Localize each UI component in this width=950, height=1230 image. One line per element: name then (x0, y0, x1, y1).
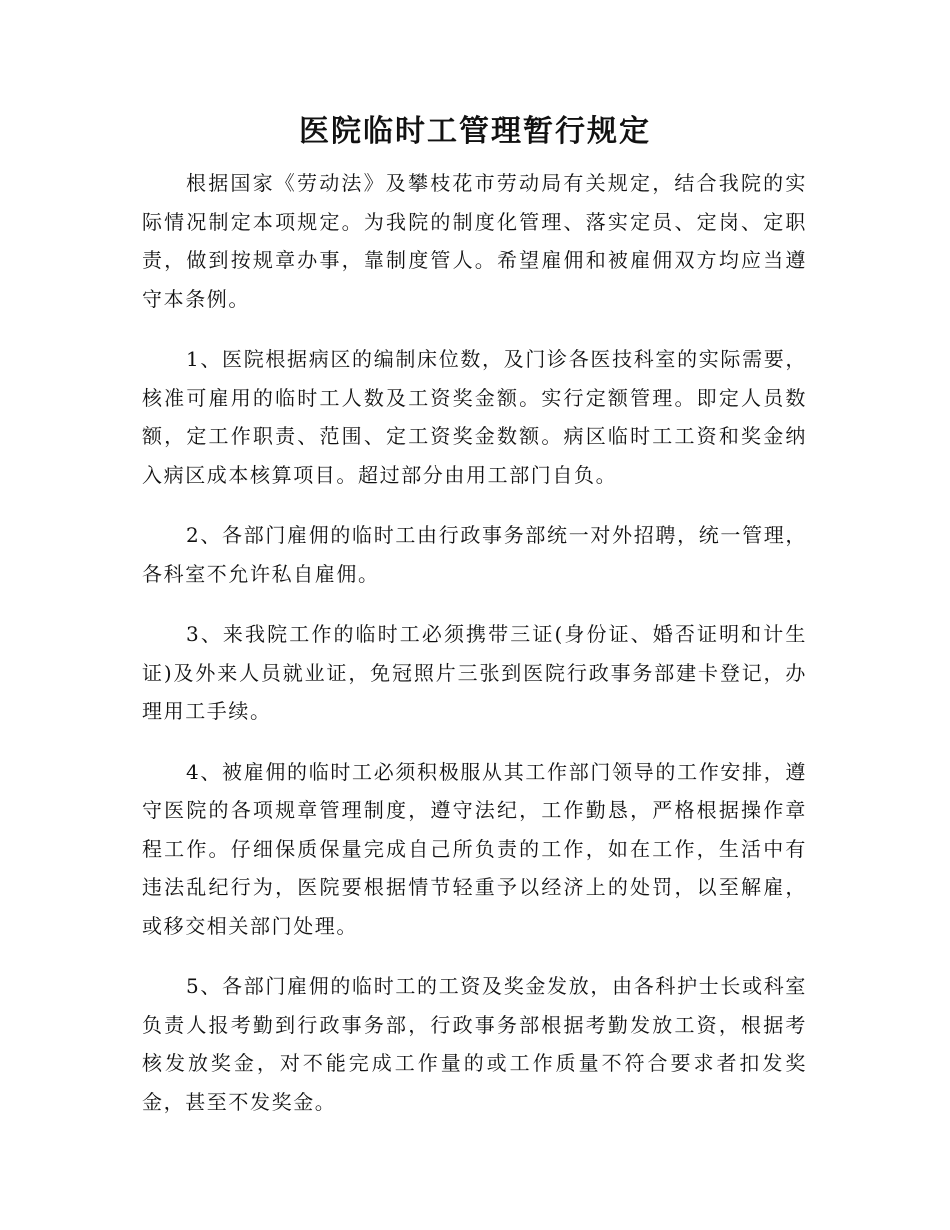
rule-paragraph-3: 3、来我院工作的临时工必须携带三证(身份证、婚否证明和计生证)及外来人员就业证，免冠照片三张到医院行政事务部建卡登记，办理用工手续。 (142, 622, 807, 723)
document-title: 医院临时工管理暂行规定 (299, 114, 651, 149)
rule-paragraph-2: 2、各部门雇佣的临时工由行政事务部统一对外招聘，统一管理，各科室不允许私自雇佣。 (142, 523, 807, 586)
document-body (142, 164, 807, 1143)
rule-paragraph-4: 4、被雇佣的临时工必须积极服从其工作部门领导的工作安排，遵守医院的各项规章管理制度，遵守法纪，工作勤恳，严格根据操作章程工作。仔细保质保量完成自己所负责的工作，如在工作，生活中有违法乱纪行为，医院要根据情节轻重予以经济上的处罚，以至解雇，或移交相关部门处理。 (142, 759, 807, 938)
rule-paragraph-1: 1、医院根据病区的编制床位数，及门诊各医技科室的实际需要，核准可雇用的临时工人数及工资奖金额。实行定额管理。即定人员数额，定工作职责、范围、定工资奖金数额。病区临时工工资和奖金纳入病区成本核算项目。超过部分由用工部门自负。 (142, 347, 807, 487)
rule-paragraph-5: 5、各部门雇佣的临时工的工资及奖金发放，由各科护士长或科室负责人报考勤到行政事务部，行政事务部根据考勤发放工资，根据考核发放奖金，对不能完成工作量的或工作质量不符合要求者扣发奖金，甚至不发奖金。 (142, 974, 807, 1114)
intro-paragraph: 根据国家《劳动法》及攀枝花市劳动局有关规定，结合我院的实际情况制定本项规定。为我院的制度化管理、落实定员、定岗、定职责，做到按规章办事，靠制度管人。希望雇佣和被雇佣双方均应当遵守本条例。 (142, 171, 807, 311)
